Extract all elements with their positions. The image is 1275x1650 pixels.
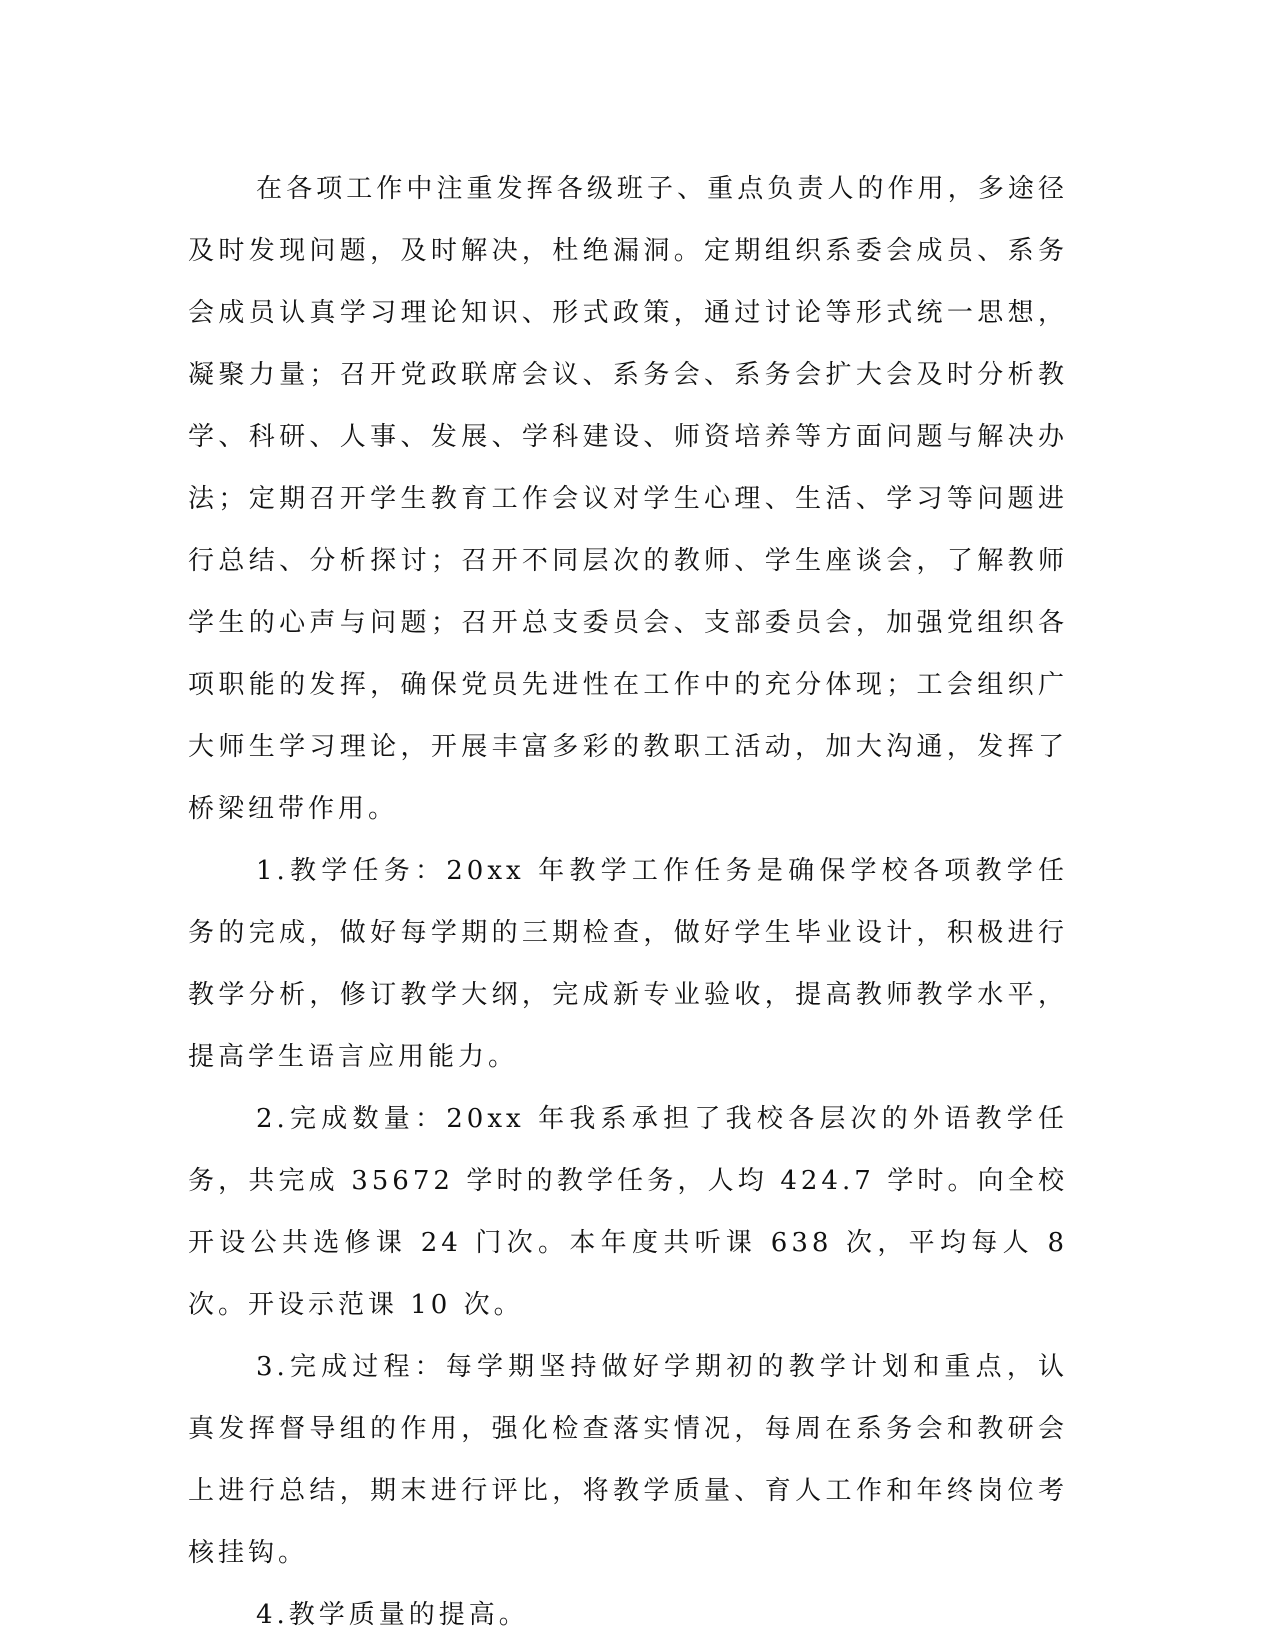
paragraph-quality-improvement: 4.教学质量的提高。 (256, 1600, 529, 1630)
paragraph-completion-quantity: 2.完成数量：20xx 年我系承担了我校各层次的外语教学任务，共完成 35672 学时的教学任务，人均 424.7 学时。向全校开设公共选修课 24 门次。本年度共听课 638 次，平均每人 8 次。开设示范课 10 次。 (188, 1104, 1068, 1320)
document-body (188, 158, 1068, 1646)
paragraph-teaching-tasks: 1.教学任务：20xx 年教学工作任务是确保学校各项教学任务的完成，做好每学期的三期检查，做好学生毕业设计，积极进行教学分析，修订教学大纲，完成新专业验收，提高教师教学水平，提高学生语言应用能力。 (188, 856, 1068, 1072)
paragraph-completion-process: 3.完成过程：每学期坚持做好学期初的教学计划和重点，认真发挥督导组的作用，强化检查落实情况，每周在系务会和教研会上进行总结，期末进行评比，将教学质量、育人工作和年终岗位考核挂钩。 (188, 1352, 1068, 1568)
paragraph-work-methods: 在各项工作中注重发挥各级班子、重点负责人的作用，多途径及时发现问题，及时解决，杜绝漏洞。定期组织系委会成员、系务会成员认真学习理论知识、形式政策，通过讨论等形式统一思想，凝聚力量；召开党政联席会议、系务会、系务会扩大会及时分析教学、科研、人事、发展、学科建设、师资培养等方面问题与解决办法；定期召开学生教育工作会议对学生心理、生活、学习等问题进行总结、分析探讨；召开不同层次的教师、学生座谈会，了解教师学生的心声与问题；召开总支委员会、支部委员会，加强党组织各项职能的发挥，确保党员先进性在工作中的充分体现；工会组织广大师生学习理论，开展丰富多彩的教职工活动，加大沟通，发挥了桥梁纽带作用。 (188, 174, 1068, 824)
